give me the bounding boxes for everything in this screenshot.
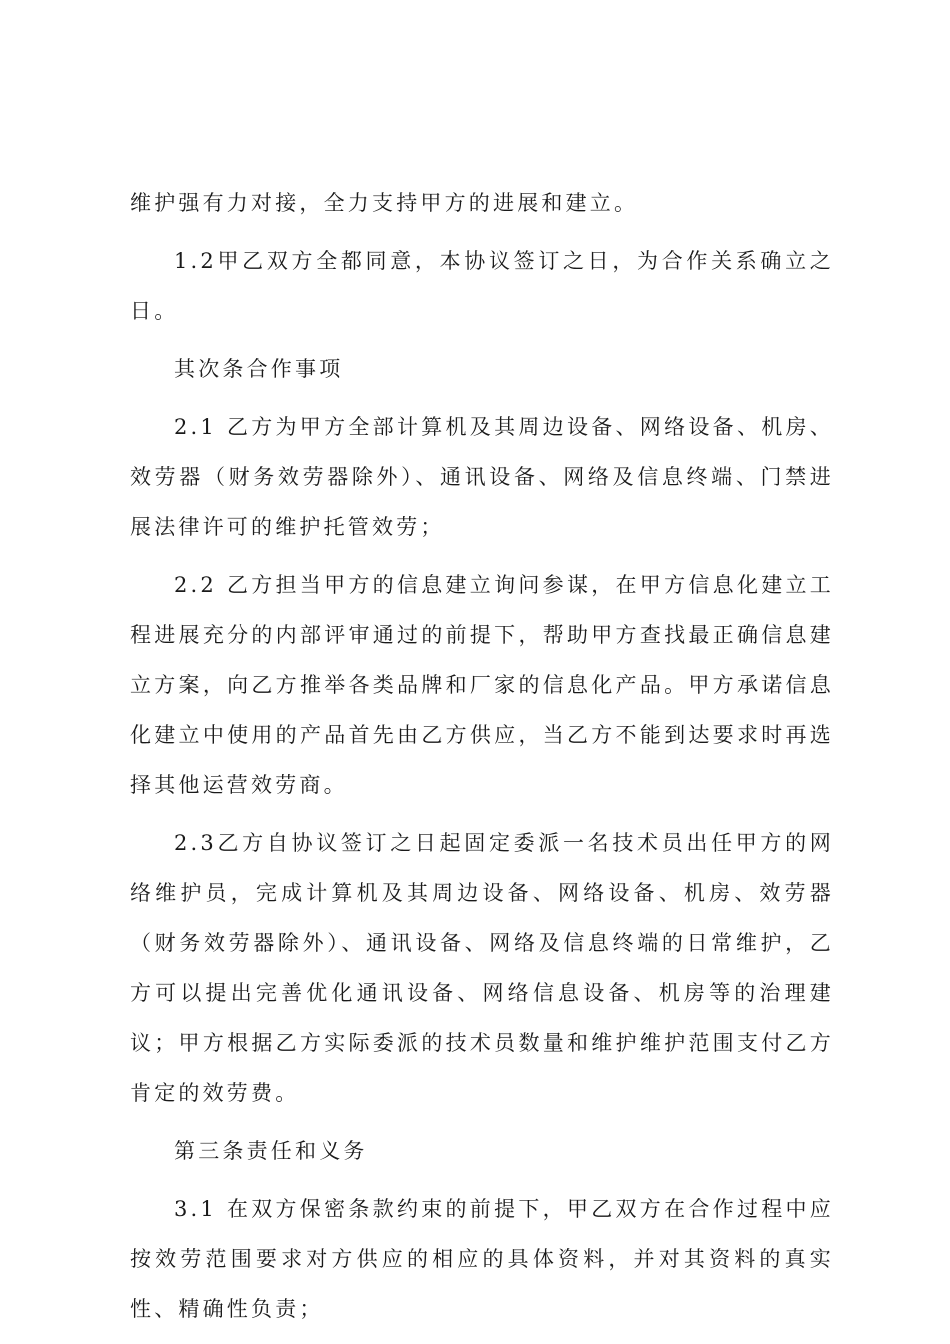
document-body — [130, 178, 834, 1342]
paragraph-clause-3-1: 3.1 在双方保密条款约束的前提下，甲乙双方在合作过程中应按效劳范围要求对方供应的相应的具体资料，并对其资料的真实性、精确性负责； — [130, 1197, 834, 1321]
paragraph-continuation: 维护强有力对接，全力支持甲方的进展和建立。 — [130, 191, 639, 215]
paragraph-clause-2-1: 2.1 乙方为甲方全部计算机及其周边设备、网络设备、机房、效劳器（财务效劳器除外）、通讯设备、网络及信息终端、门禁进展法律许可的维护托管效劳； — [130, 415, 834, 539]
section-heading-article-3: 第三条责任和义务 — [174, 1139, 368, 1163]
section-heading-article-2: 其次条合作事项 — [174, 357, 344, 381]
paragraph-clause-2-2: 2.2 乙方担当甲方的信息建立询问参谋，在甲方信息化建立工程进展充分的内部评审通过的前提下，帮助甲方查找最正确信息建立方案，向乙方推举各类品牌和厂家的信息化产品。甲方承诺信息化建立中使用的产品首先由乙方供应，当乙方不能到达要求时再选择其他运营效劳商。 — [130, 573, 834, 797]
paragraph-clause-2-3: 2.3乙方自协议签订之日起固定委派一名技术员出任甲方的网络维护员，完成计算机及其周边设备、网络设备、机房、效劳器（财务效劳器除外）、通讯设备、网络及信息终端的日常维护，乙方可以提出完善优化通讯设备、网络信息设备、机房等的治理建议；甲方根据乙方实际委派的技术员数量和维护维护范围支付乙方肯定的效劳费。 — [130, 831, 834, 1105]
paragraph-clause-1-2: 1.2甲乙双方全都同意，本协议签订之日，为合作关系确立之日。 — [130, 249, 834, 323]
